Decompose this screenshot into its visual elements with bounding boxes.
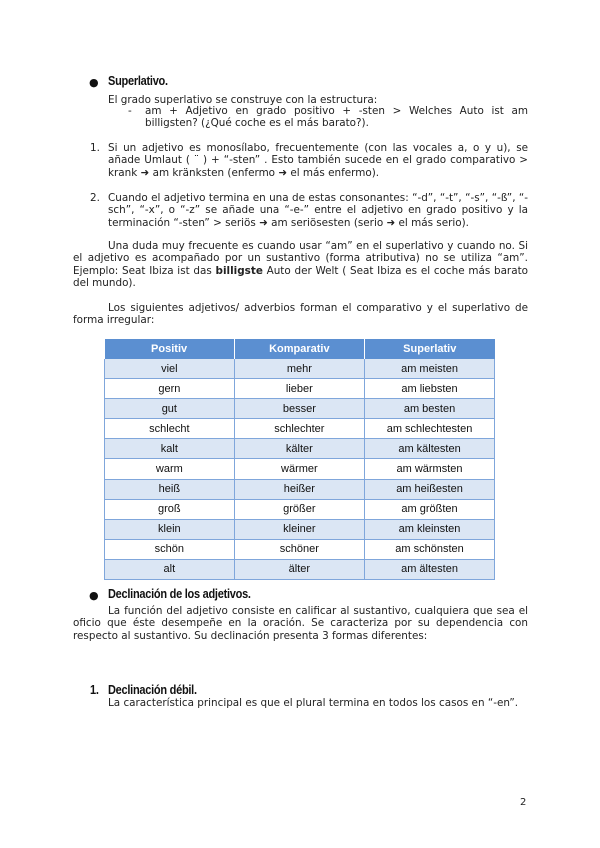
cell-superlativ: am schönsten [365,539,495,559]
cell-komparativ: lieber [234,379,364,399]
column-header-komparativ: Komparativ [234,339,364,359]
rule-number: 2. [90,192,100,204]
table-row [105,379,495,399]
subsection-heading-debil: Declinación débil. [108,683,197,697]
cell-superlativ: am kleinsten [365,519,495,539]
cell-positiv: heiß [105,479,235,499]
declinacion-debil-paragraph: La característica principal es que el plural termina en todos los casos en “-en”. [108,697,519,709]
cell-positiv: groß [105,499,235,519]
cell-komparativ: größer [234,499,364,519]
irregular-paragraph: Los siguientes adjetivos/ adverbios forman el comparativo y el superlativo de forma irregular: [73,302,528,327]
cell-komparativ: schlechter [234,419,364,439]
example-bold-word: billigste [215,264,263,277]
cell-komparativ: mehr [234,359,364,379]
table-row [105,399,495,419]
cell-positiv: schön [105,539,235,559]
cell-komparativ: kleiner [234,519,364,539]
section-heading-declinacion: Declinación de los adjetivos. [108,587,251,601]
table-row [105,539,495,559]
page-number: 2 [520,797,527,808]
table-row [105,359,495,379]
cell-komparativ: kälter [234,439,364,459]
superlative-intro: El grado superlativo se construye con la estructura: [108,94,378,106]
cell-positiv: viel [105,359,235,379]
am-usage-text-end: Auto der Welt ( Seat Ibiza es el coche más barato del mundo). [73,264,529,290]
table-row [105,499,495,519]
cell-positiv: kalt [105,439,235,459]
table-row [105,479,495,499]
am-usage-text: Una duda muy frecuente es cuando usar “am” en el superlativo y cuando no. Si el adjetivo es acompañado por un sustantivo (forma atributiva) no se utiliza “am”. Ejemplo: Seat Ibiza ist das [73,240,528,277]
cell-komparativ: heißer [234,479,364,499]
column-header-positiv: Positiv [105,339,235,359]
cell-superlativ: am schlechtesten [365,419,495,439]
cell-positiv: gut [105,399,235,419]
table-row [105,519,495,539]
cell-superlativ: am heißesten [365,479,495,499]
cell-superlativ: am meisten [365,359,495,379]
cell-positiv: warm [105,459,235,479]
cell-superlativ: am besten [365,399,495,419]
rule-text: Si un adjetivo es monosílabo, frecuentemente (con las vocales a, o y u), se añade Umlaut ( ¨ ) + “-sten” . Esto también sucede en el grado comparativo > krank ➜ am kränksten (enfermo ➜ el más enfermo). [108,142,528,179]
cell-komparativ: besser [234,399,364,419]
cell-superlativ: am größten [365,499,495,519]
table-row [105,559,495,579]
cell-positiv: schlecht [105,419,235,439]
table-row [105,419,495,439]
section-heading-superlativo: Superlativo. [108,74,168,88]
cell-superlativ: am kältesten [365,439,495,459]
bullet-icon: ● [89,76,99,89]
cell-positiv: klein [105,519,235,539]
table-row [105,459,495,479]
superlative-structure: am + Adjetivo en grado positivo + -sten > Welches Auto ist am billigsten? (¿Qué coche es el más barato?). [145,105,528,130]
cell-superlativ: am liebsten [365,379,495,399]
cell-positiv: gern [105,379,235,399]
declinacion-paragraph: La función del adjetivo consiste en calificar al sustantivo, cualquiera que sea el oficio que éste desempeñe en la oración. Se caracteriza por su dependencia con respecto al sustantivo. Su declinación presenta 3 formas diferentes: [73,605,528,642]
dash-marker: - [128,105,132,117]
cell-superlativ: am wärmsten [365,459,495,479]
cell-positiv: alt [105,559,235,579]
rule-number: 1. [90,142,100,154]
table-header-row [105,339,495,359]
table-row [105,439,495,459]
cell-komparativ: wärmer [234,459,364,479]
am-usage-paragraph [73,240,528,290]
cell-superlativ: am ältesten [365,559,495,579]
rule-text: Cuando el adjetivo termina en una de estas consonantes: “-d”, “-t”, “-s”, “-ß”, “-sch”, “-x”, o “-z” se añade una “-e-” entre el adjetivo en grado positivo y la terminación “-sten” > seriös ➜ am seriösesten (serio ➜ el más serio). [108,192,528,229]
subsection-number: 1. [90,683,99,697]
cell-komparativ: älter [234,559,364,579]
irregular-forms-table [104,339,495,580]
column-header-superlativ: Superlativ [365,339,495,359]
cell-komparativ: schöner [234,539,364,559]
bullet-icon: ● [89,589,99,602]
